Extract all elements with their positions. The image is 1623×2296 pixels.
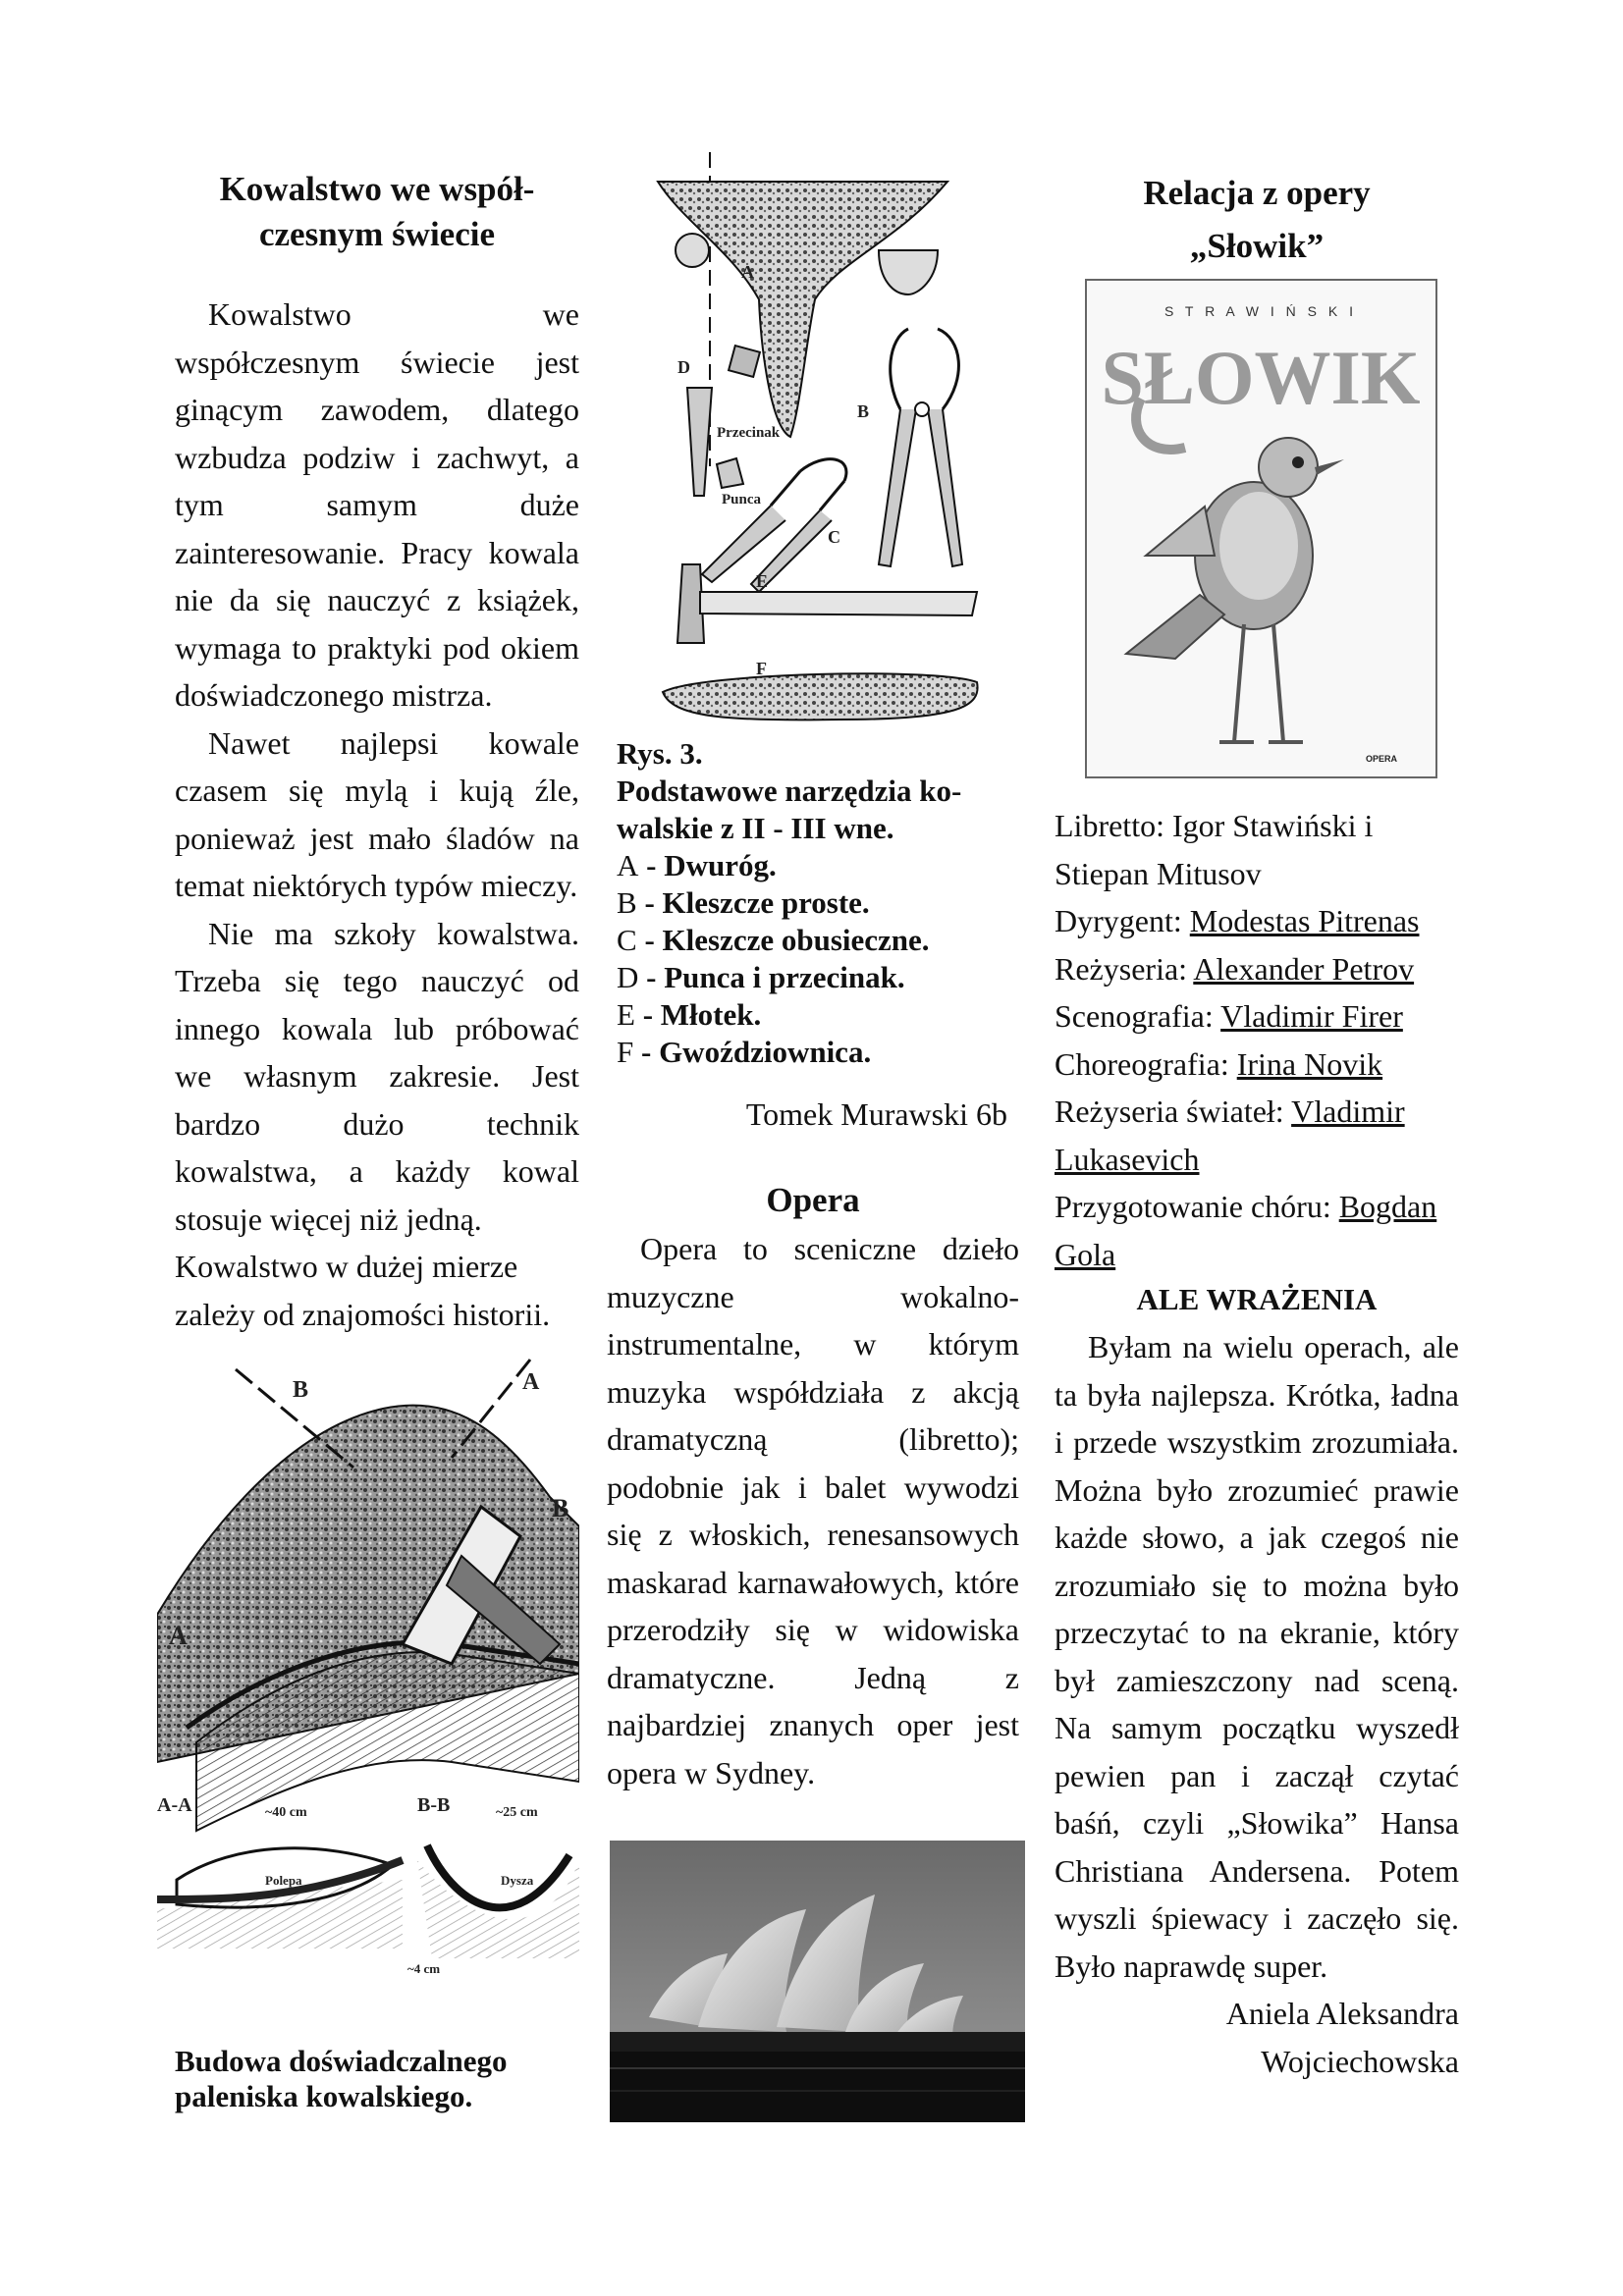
list-item: F - Gwoździownica. <box>617 1035 872 1069</box>
author-line-2: Wojciechowska <box>1261 2043 1459 2079</box>
author-line-1: Aniela Aleksandra <box>1225 1996 1459 2031</box>
polepa-label: Polepa <box>265 1873 302 1888</box>
tool-label-d: D <box>677 357 690 377</box>
punca-label: Punca <box>722 492 762 507</box>
section-title: Opera <box>766 1181 860 1219</box>
paragraph: Nawet najlepsi kowale czasem się mylą i kują źle, ponieważ jest mało śladów na temat niektórych typów mieczy. <box>175 724 579 903</box>
width-40-label: ~40 cm <box>265 1805 307 1820</box>
tool-label-a: A <box>741 262 754 282</box>
section-label-a: A <box>522 1369 540 1395</box>
credit-line: Scenografia: Vladimir Firer <box>1055 998 1403 1034</box>
caption-line-1: Budowa doświadczalnego <box>175 2044 508 2078</box>
paragraph: Opera to sceniczne dzieło muzyczne wokalno-instrumentalne, w którym muzyka współdziała z akcją dramatyczną (libretto); podobnie jak i balet wywodzi się z włoskich, renesansowych maskarad karnawałowych, które przerodziły się w widowiska dramatyczne. Jedną z najbardziej znanych oper jest opera w Sydney. <box>607 1231 1019 1790</box>
paragraph: Nie ma szkoły kowalstwa. Trzeba się tego nauczyć od innego kowala lub próbować we własnym zakresie. Jest bardzo dużo technik kowalstwa, a każdy kowal stosuje więcej niż jedną. <box>175 915 579 1237</box>
credit-name-link[interactable]: Alexander Petrov <box>1193 950 1415 987</box>
opera-section <box>607 1178 1019 1796</box>
tool-label-b: B <box>857 401 870 421</box>
title-line-2: czesnym świecie <box>258 215 496 253</box>
author: Tomek Murawski 6b <box>745 1096 1007 1132</box>
credit-name-link[interactable]: Vladimir Lukasevich <box>1055 1094 1405 1177</box>
opera-report-title <box>1060 167 1453 273</box>
list-item: D - Punca i przecinak. <box>617 960 905 994</box>
section-title: ALE WRAŻENIA <box>1136 1282 1378 1316</box>
section-bb-label: B-B <box>417 1794 451 1816</box>
figure-number: Rys. 3. <box>617 736 703 771</box>
credit-line: Dyrygent: Modestas Pitrenas <box>1055 903 1420 938</box>
sydney-opera-image <box>610 1841 1025 2122</box>
przecinak-label: Przecinak <box>717 425 781 441</box>
point-label-a: A <box>169 1622 188 1650</box>
paragraph: zależy od znajomości historii. <box>175 1296 551 1332</box>
credit-line: Choreografia: Irina Novik <box>1055 1045 1383 1082</box>
article-body <box>175 291 579 1338</box>
paragraph: Kowalstwo w dużej mierze <box>175 1249 518 1284</box>
list-item: C - Kleszcze obusieczne. <box>617 923 930 957</box>
paragraph: Byłam na wielu operach, ale ta była najlepsza. Krótka, ładna i przede wszystkim zrozumiała. Można było zrozumieć prawie każde słowo, a jak czegoś nie zrozumiało się to można było przeczytać to na ekranie, który był zamieszczony nad sceną. Na samym początku wyszedł pewien pan i zaczął czytać baśń, czyli „Słowika” Hansa Christiana Andersena. Potem wyszli śpiewacy i zaczęło się. Było naprawdę super. <box>1055 1329 1459 1984</box>
tools-illustration <box>643 152 992 726</box>
tools-list <box>617 847 1009 1071</box>
credits <box>1055 802 1467 1278</box>
list-item: A - Dwuróg. <box>617 848 777 882</box>
credit-name-link[interactable]: Irina Novik <box>1236 1045 1383 1082</box>
credit-name-link[interactable]: Vladimir Firer <box>1220 998 1403 1034</box>
list-item: B - Kleszcze proste. <box>617 885 870 920</box>
credit-line: Libretto: Igor Stawiński i Stiepan Mitusov <box>1055 808 1374 891</box>
depth-4-label: ~4 cm <box>407 1961 441 1976</box>
tools-caption <box>617 735 1009 1134</box>
tool-label-f: F <box>756 659 767 678</box>
forge-diagram <box>157 1350 579 1988</box>
credit-name-link[interactable]: Bogdan Gola <box>1055 1189 1437 1272</box>
caption-line-2: paleniska kowalskiego. <box>175 2079 473 2113</box>
credit-line: Przygotowanie chóru: Bogdan Gola <box>1055 1189 1437 1272</box>
credit-line: Reżyseria świateł: Vladimir Lukasevich <box>1055 1094 1405 1177</box>
article-title <box>175 167 579 257</box>
poster-composer: S T R A W I Ń S K I <box>1163 303 1358 319</box>
tool-label-e: E <box>756 571 769 591</box>
slowik-poster <box>1085 279 1437 778</box>
poster-opera-logo: OPERA <box>1365 754 1398 764</box>
point-label-b: B <box>552 1494 569 1522</box>
list-item: E - Młotek. <box>617 997 762 1032</box>
paragraph: Kowalstwo we współczesnym świecie jest ginącym zawodem, dlatego wzbudza podziw i zachwyt, a tym samym duże zainteresowanie. Pracy kowala nie da się nauczyć z książek, wymaga to praktyki pod okiem doświadczonego mistrza. <box>175 296 579 713</box>
title-line-2: „Słowik” <box>1189 227 1325 265</box>
impressions-section <box>1055 1276 1459 2085</box>
width-25-label: ~25 cm <box>496 1805 538 1820</box>
caption-line-2: walskie z II - III wne. <box>617 811 894 845</box>
dysza-label: Dysza <box>501 1873 534 1888</box>
caption-line-1: Podstawowe narzędzia ko- <box>617 774 962 808</box>
tool-label-c: C <box>828 527 840 547</box>
section-aa-label: A-A <box>157 1794 192 1816</box>
credit-name-link[interactable]: Modestas Pitrenas <box>1189 903 1420 938</box>
credit-line: Reżyseria: Alexander Petrov <box>1055 950 1415 987</box>
section-label-b: B <box>293 1377 309 1403</box>
title-line-1: Kowalstwo we współ- <box>219 170 535 208</box>
forge-caption <box>175 2044 587 2114</box>
poster-title: SŁOWIK <box>1101 335 1421 420</box>
title-line-1: Relacja z opery <box>1143 174 1371 212</box>
